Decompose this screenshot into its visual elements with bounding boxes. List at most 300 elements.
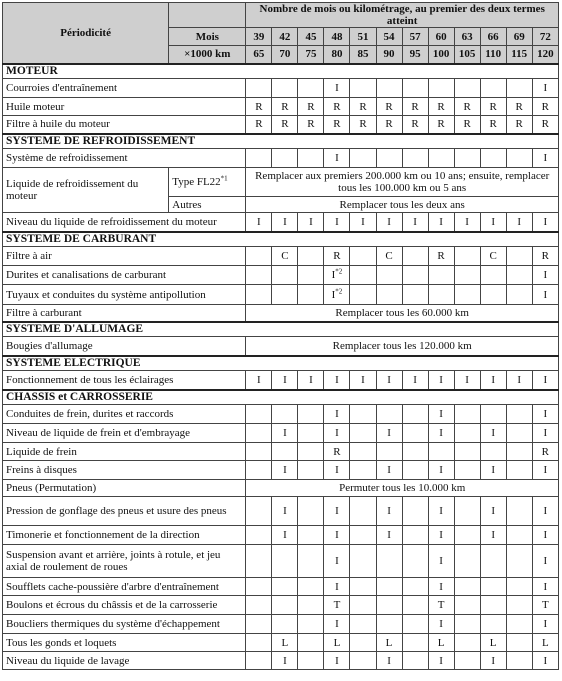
- schedule-cell: [428, 424, 454, 443]
- schedule-cell: [298, 371, 324, 390]
- schedule-cell: [532, 652, 558, 670]
- km-header: 75: [298, 46, 324, 64]
- schedule-cell: [350, 247, 376, 266]
- cell-value: L: [541, 636, 549, 649]
- schedule-cell: [298, 461, 324, 480]
- section-row: [3, 390, 559, 405]
- schedule-cell: [350, 526, 376, 545]
- table-row: [3, 461, 559, 480]
- schedule-cell: [454, 149, 480, 168]
- schedule-cell: [324, 371, 350, 390]
- cell-value: I: [465, 373, 469, 386]
- table-row: [3, 615, 559, 634]
- km-header: 105: [454, 46, 480, 64]
- schedule-cell: [428, 116, 454, 134]
- cell-value: I: [543, 654, 548, 667]
- schedule-cell: [480, 247, 506, 266]
- km-header: 85: [350, 46, 376, 64]
- item-label: Filtre à air: [3, 247, 246, 266]
- cell-value: I: [543, 269, 548, 281]
- table-row: [3, 405, 559, 424]
- item-label: Boucliers thermiques du système d'échappement: [3, 615, 246, 634]
- schedule-cell: [454, 266, 480, 285]
- cell-value: R: [541, 118, 550, 131]
- cell-value: I: [283, 505, 287, 517]
- cell-value: I: [517, 373, 522, 386]
- schedule-cell: [324, 405, 350, 424]
- cell-value: R: [541, 250, 550, 262]
- schedule-cell: [428, 79, 454, 98]
- schedule-cell: [506, 266, 532, 285]
- schedule-cell: [350, 497, 376, 526]
- km-header: 65: [246, 46, 272, 64]
- cell-value: R: [411, 100, 419, 113]
- cell-value: I: [387, 505, 391, 517]
- km-header: 120: [532, 46, 558, 64]
- schedule-cell: [272, 615, 298, 634]
- item-label: Boulons et écrous du châssis et de la carrosserie: [3, 596, 246, 615]
- schedule-cell: [454, 615, 480, 634]
- cell-value: I: [491, 654, 495, 667]
- schedule-cell: [324, 266, 350, 285]
- cell-value: I: [439, 654, 443, 667]
- cell-value: I: [309, 215, 313, 228]
- schedule-cell: [506, 497, 532, 526]
- item-label: Huile moteur: [3, 98, 246, 116]
- item-label: Courroies d'entraînement: [3, 79, 246, 98]
- table-row: [3, 545, 559, 578]
- cell-value: I: [543, 427, 548, 439]
- schedule-cell: [402, 615, 428, 634]
- section-row: [3, 322, 559, 337]
- schedule-cell: [454, 634, 480, 652]
- cell-value: I: [491, 215, 495, 228]
- table-row: [3, 116, 559, 134]
- cell-value: R: [437, 250, 445, 262]
- schedule-cell: [246, 149, 272, 168]
- schedule-cell: [376, 634, 402, 652]
- schedule-cell: [246, 371, 272, 390]
- table-row: [3, 652, 559, 670]
- schedule-cell: [246, 285, 272, 305]
- table-row: [3, 79, 559, 98]
- cell-value: C: [489, 250, 497, 262]
- schedule-cell: [376, 545, 402, 578]
- cell-value: I: [491, 464, 495, 476]
- cell-value: L: [333, 636, 341, 649]
- item-label: Fonctionnement de tous les éclairages: [3, 371, 246, 390]
- schedule-cell: [480, 149, 506, 168]
- schedule-cell: [454, 596, 480, 615]
- schedule-cell: [324, 116, 350, 134]
- cell-value: R: [333, 445, 341, 458]
- schedule-cell: [350, 213, 376, 232]
- schedule-cell: [480, 98, 506, 116]
- table-row: [3, 149, 559, 168]
- schedule-cell: [532, 615, 558, 634]
- schedule-cell: [480, 424, 506, 443]
- schedule-cell: [376, 497, 402, 526]
- footnote-mark: *2: [335, 286, 343, 295]
- cell-value: I: [331, 269, 336, 281]
- cell-value: I: [283, 529, 287, 541]
- coolant-other-label: Autres: [169, 197, 246, 213]
- schedule-cell: [246, 578, 272, 596]
- cell-value: I: [439, 555, 443, 567]
- cell-value: I: [283, 215, 287, 228]
- schedule-cell: [402, 634, 428, 652]
- cell-value: I: [361, 373, 365, 386]
- km-header: 90: [376, 46, 402, 64]
- cell-value: R: [333, 250, 341, 262]
- cell-value: I: [543, 464, 548, 476]
- schedule-cell: [324, 285, 350, 305]
- schedule-cell: [350, 545, 376, 578]
- schedule-cell: [506, 116, 532, 134]
- cell-value: I: [331, 288, 336, 301]
- schedule-cell: [324, 443, 350, 461]
- schedule-cell: [480, 443, 506, 461]
- month-header: 54: [376, 28, 402, 46]
- cell-value: R: [281, 118, 289, 131]
- schedule-cell: [454, 98, 480, 116]
- schedule-cell: [272, 116, 298, 134]
- schedule-cell: [350, 578, 376, 596]
- schedule-cell: [506, 526, 532, 545]
- schedule-cell: [402, 526, 428, 545]
- schedule-cell: [298, 285, 324, 305]
- month-header: 39: [246, 28, 272, 46]
- cell-value: I: [439, 618, 443, 630]
- cell-value: I: [387, 529, 391, 541]
- section-title: SYSTEME DE CARBURANT: [3, 232, 559, 247]
- schedule-cell: [506, 615, 532, 634]
- schedule-cell: [324, 615, 350, 634]
- cell-value: I: [439, 408, 443, 420]
- cell-value: R: [385, 118, 393, 131]
- table-row: [3, 480, 559, 497]
- cell-value: I: [335, 215, 339, 228]
- cell-value: I: [257, 373, 261, 386]
- schedule-cell: [454, 652, 480, 670]
- item-label: Conduites de frein, durites et raccords: [3, 405, 246, 424]
- schedule-cell: [454, 116, 480, 134]
- schedule-cell: [298, 424, 324, 443]
- schedule-cell: [298, 526, 324, 545]
- schedule-cell: [324, 98, 350, 116]
- cell-value: L: [489, 636, 497, 649]
- schedule-cell: [428, 443, 454, 461]
- schedule-cell: [506, 149, 532, 168]
- schedule-cell: [350, 116, 376, 134]
- cell-value: I: [491, 373, 495, 386]
- schedule-cell: [298, 497, 324, 526]
- schedule-cell: [532, 98, 558, 116]
- schedule-cell: [246, 461, 272, 480]
- schedule-cell: [428, 545, 454, 578]
- schedule-cell: [246, 615, 272, 634]
- schedule-cell: [298, 116, 324, 134]
- cell-value: I: [335, 580, 339, 593]
- schedule-cell: [272, 526, 298, 545]
- schedule-cell: [376, 443, 402, 461]
- item-label: Freins à disques: [3, 461, 246, 480]
- schedule-cell: [246, 266, 272, 285]
- schedule-cell: [350, 596, 376, 615]
- schedule-cell: [480, 596, 506, 615]
- cell-value: R: [385, 100, 393, 113]
- section-title: CHASSIS et CARROSSERIE: [3, 390, 559, 405]
- schedule-cell: [376, 98, 402, 116]
- cell-value: I: [335, 82, 339, 94]
- cell-value: R: [255, 100, 263, 113]
- schedule-cell: [532, 247, 558, 266]
- cell-value: C: [385, 250, 393, 262]
- km-header: 80: [324, 46, 350, 64]
- schedule-cell: [246, 98, 272, 116]
- cell-value: R: [489, 100, 497, 113]
- schedule-cell: [506, 652, 532, 670]
- cell-value: I: [543, 288, 548, 301]
- schedule-cell: [350, 285, 376, 305]
- schedule-cell: [506, 596, 532, 615]
- schedule-cell: [532, 424, 558, 443]
- cell-value: R: [437, 100, 445, 113]
- schedule-cell: [376, 461, 402, 480]
- schedule-cell: [246, 652, 272, 670]
- section-title: SYSTEME DE REFROIDISSEMENT: [3, 134, 559, 149]
- table-row: [3, 497, 559, 526]
- cell-value: I: [543, 152, 548, 164]
- schedule-cell: [246, 497, 272, 526]
- cell-value: R: [489, 118, 497, 131]
- schedule-cell: [350, 79, 376, 98]
- schedule-cell: [246, 443, 272, 461]
- schedule-cell: [272, 79, 298, 98]
- table-row: [3, 285, 559, 305]
- item-label: Filtre à huile du moteur: [3, 116, 246, 134]
- schedule-cell: [454, 247, 480, 266]
- cell-value: I: [413, 215, 417, 228]
- schedule-cell: [324, 526, 350, 545]
- item-label: Soufflets cache-poussière d'arbre d'entraînement: [3, 578, 246, 596]
- schedule-cell: [350, 634, 376, 652]
- schedule-cell: [272, 285, 298, 305]
- section-title: SYSTEME D'ALLUMAGE: [3, 322, 559, 337]
- maintenance-schedule-table: [2, 2, 559, 670]
- schedule-cell: [350, 461, 376, 480]
- schedule-cell: [428, 634, 454, 652]
- schedule-cell: [402, 266, 428, 285]
- item-label: Timonerie et fonctionnement de la direction: [3, 526, 246, 545]
- schedule-cell: [480, 652, 506, 670]
- table-row: [3, 634, 559, 652]
- schedule-cell: [298, 405, 324, 424]
- schedule-cell: [402, 424, 428, 443]
- schedule-cell: [272, 371, 298, 390]
- cell-value: I: [491, 427, 495, 439]
- schedule-cell: [506, 634, 532, 652]
- schedule-cell: [272, 149, 298, 168]
- cell-value: I: [387, 464, 391, 476]
- cell-value: I: [309, 373, 313, 386]
- schedule-cell: [376, 405, 402, 424]
- table-row: [3, 168, 559, 197]
- schedule-cell: [402, 652, 428, 670]
- cell-value: T: [437, 599, 445, 611]
- schedule-cell: [272, 247, 298, 266]
- schedule-cell: [428, 596, 454, 615]
- schedule-cell: [298, 213, 324, 232]
- schedule-cell: [402, 116, 428, 134]
- schedule-cell: [272, 405, 298, 424]
- month-header: 60: [428, 28, 454, 46]
- section-title: SYSTEME ELECTRIQUE: [3, 356, 559, 371]
- km-header: 70: [272, 46, 298, 64]
- cell-value: T: [541, 599, 549, 611]
- cell-value: I: [465, 215, 469, 228]
- schedule-cell: [428, 371, 454, 390]
- schedule-cell: [532, 634, 558, 652]
- schedule-cell: [272, 98, 298, 116]
- cell-value: I: [283, 427, 287, 439]
- cell-value: I: [439, 505, 443, 517]
- schedule-cell: [454, 213, 480, 232]
- km-label: ×1000 km: [169, 46, 246, 64]
- schedule-cell: [272, 497, 298, 526]
- schedule-cell: [480, 461, 506, 480]
- schedule-cell: [428, 266, 454, 285]
- schedule-cell: [402, 497, 428, 526]
- item-label: Bougies d'allumage: [3, 337, 246, 356]
- month-header: 72: [532, 28, 558, 46]
- cell-value: I: [439, 580, 443, 593]
- cell-value: I: [543, 505, 548, 517]
- schedule-cell: [272, 461, 298, 480]
- cell-value: I: [335, 555, 339, 567]
- section-title: MOTEUR: [3, 64, 559, 79]
- schedule-cell: [506, 371, 532, 390]
- km-header: 100: [428, 46, 454, 64]
- schedule-cell: [324, 545, 350, 578]
- item-label: Liquide de refroidissement du moteur: [3, 168, 169, 213]
- cell-value: R: [541, 100, 550, 113]
- cell-value: I: [439, 427, 443, 439]
- schedule-cell: [376, 578, 402, 596]
- schedule-cell: [428, 497, 454, 526]
- schedule-cell: [506, 424, 532, 443]
- schedule-cell: [324, 497, 350, 526]
- schedule-cell: [454, 285, 480, 305]
- schedule-cell: [506, 545, 532, 578]
- schedule-cell: [246, 116, 272, 134]
- schedule-cell: [402, 461, 428, 480]
- cell-value: R: [333, 118, 341, 131]
- schedule-cell: [324, 461, 350, 480]
- schedule-cell: [532, 79, 558, 98]
- cell-value: I: [439, 529, 443, 541]
- interval-note: Remplacer tous les deux ans: [246, 197, 559, 213]
- cell-value: I: [335, 408, 339, 420]
- schedule-cell: [350, 98, 376, 116]
- schedule-cell: [402, 285, 428, 305]
- schedule-cell: [532, 213, 558, 232]
- section-row: [3, 232, 559, 247]
- schedule-cell: [454, 424, 480, 443]
- schedule-cell: [402, 149, 428, 168]
- schedule-cell: [350, 615, 376, 634]
- schedule-cell: [454, 578, 480, 596]
- schedule-cell: [506, 213, 532, 232]
- cell-value: I: [491, 529, 495, 541]
- schedule-cell: [428, 526, 454, 545]
- cell-value: I: [543, 408, 548, 420]
- cell-value: T: [333, 599, 341, 611]
- schedule-cell: [480, 79, 506, 98]
- section-row: [3, 356, 559, 371]
- schedule-cell: [272, 596, 298, 615]
- schedule-cell: [298, 247, 324, 266]
- cell-value: I: [543, 82, 548, 94]
- footnote-mark: *2: [335, 267, 343, 276]
- schedule-cell: [532, 405, 558, 424]
- schedule-cell: [272, 266, 298, 285]
- schedule-cell: [506, 461, 532, 480]
- cell-value: R: [333, 100, 341, 113]
- cell-value: I: [335, 427, 339, 439]
- schedule-cell: [376, 285, 402, 305]
- schedule-cell: [350, 443, 376, 461]
- coolant-type-text: Type FL22: [172, 176, 221, 188]
- schedule-cell: [480, 116, 506, 134]
- schedule-cell: [324, 578, 350, 596]
- schedule-cell: [454, 79, 480, 98]
- schedule-cell: [480, 545, 506, 578]
- section-row: [3, 134, 559, 149]
- cell-value: I: [439, 215, 443, 228]
- schedule-cell: [324, 424, 350, 443]
- schedule-cell: [376, 79, 402, 98]
- schedule-cell: [350, 149, 376, 168]
- table-row: [3, 305, 559, 322]
- cell-value: R: [463, 100, 471, 113]
- schedule-cell: [454, 526, 480, 545]
- schedule-cell: [480, 497, 506, 526]
- schedule-cell: [532, 545, 558, 578]
- interval-note: Remplacer tous les 120.000 km: [246, 337, 559, 356]
- schedule-cell: [298, 545, 324, 578]
- table-row: [3, 443, 559, 461]
- schedule-cell: [428, 247, 454, 266]
- schedule-cell: [428, 405, 454, 424]
- cell-value: I: [439, 464, 443, 476]
- cell-value: I: [361, 215, 365, 228]
- cell-value: R: [307, 118, 315, 131]
- schedule-cell: [480, 285, 506, 305]
- schedule-cell: [402, 371, 428, 390]
- month-header: 69: [506, 28, 532, 46]
- schedule-cell: [428, 213, 454, 232]
- cell-value: I: [257, 215, 261, 228]
- cell-value: I: [491, 505, 495, 517]
- schedule-cell: [532, 596, 558, 615]
- schedule-cell: [298, 578, 324, 596]
- month-header: 63: [454, 28, 480, 46]
- schedule-cell: [428, 652, 454, 670]
- schedule-cell: [246, 213, 272, 232]
- schedule-cell: [298, 615, 324, 634]
- item-label: Durites et canalisations de carburant: [3, 266, 246, 285]
